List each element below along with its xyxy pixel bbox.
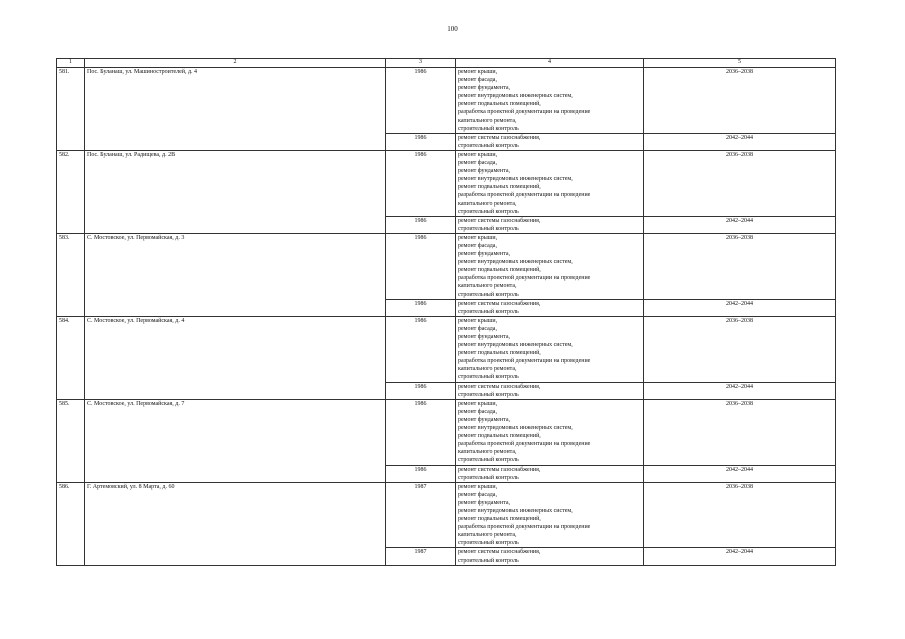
table-row — [57, 316, 836, 382]
works-cell — [456, 482, 644, 548]
period-cell: 2036–2038 — [644, 399, 836, 465]
work-item: ремонт подвальных помещений, — [458, 433, 541, 440]
works-cell — [456, 150, 644, 216]
work-item: строительный контроль — [458, 374, 519, 381]
period-cell: 2042–2044 — [644, 465, 836, 482]
table-row — [57, 482, 836, 548]
work-item: ремонт фундамента, — [458, 416, 510, 423]
header-col-4: 4 — [456, 59, 644, 68]
work-item: ремонт фасада, — [458, 242, 497, 249]
work-item: ремонт фундамента, — [458, 334, 510, 340]
table-row — [57, 150, 836, 216]
work-item: ремонт внутридомовых инженерных систем, — [458, 342, 573, 349]
table-row — [57, 233, 836, 299]
work-item: разработка проектной документации на проведение — [458, 275, 591, 282]
work-item: ремонт системы газоснабжения, — [458, 300, 541, 307]
year-cell: 1986 — [386, 316, 456, 382]
repair-schedule-table — [56, 58, 836, 566]
header-col-3: 3 — [386, 59, 456, 68]
work-item: ремонт системы газоснабжения, — [458, 134, 541, 141]
work-item: ремонт крыши, — [458, 151, 498, 158]
year-cell: 1986 — [386, 133, 456, 150]
work-item: ремонт крыши, — [458, 483, 498, 490]
work-item: ремонт системы газоснабжения, — [458, 466, 541, 473]
work-item: разработка проектной документации на проведение — [458, 441, 591, 448]
work-item: капитального ремонта, — [458, 200, 517, 207]
work-item: строительный контроль — [458, 142, 519, 149]
year-cell: 1987 — [386, 548, 456, 565]
work-item: ремонт системы газоснабжения, — [458, 383, 541, 390]
row-number: 581. — [57, 68, 85, 151]
work-item: строительный контроль — [458, 225, 519, 232]
works-cell — [456, 399, 644, 465]
works-cell — [456, 216, 644, 233]
row-number: 582. — [57, 150, 85, 233]
year-cell: 1986 — [386, 68, 456, 134]
work-item: ремонт системы газоснабжения, — [458, 549, 541, 556]
address-cell: С. Мостовское, ул. Первомайская, д. 7 — [85, 399, 386, 482]
period-cell: 2042–2044 — [644, 548, 836, 565]
work-item: строительный контроль — [458, 540, 519, 547]
work-item: ремонт подвальных помещений, — [458, 350, 541, 357]
period-cell: 2042–2044 — [644, 382, 836, 399]
period-cell: 2036–2038 — [644, 68, 836, 134]
row-number: 586. — [57, 482, 85, 565]
row-number: 585. — [57, 399, 85, 482]
work-item: ремонт внутридомовых инженерных систем, — [458, 176, 573, 183]
year-cell: 1986 — [386, 233, 456, 299]
work-item: строительный контроль — [458, 308, 519, 315]
work-item: капитального ремонта, — [458, 449, 517, 456]
works-cell — [456, 233, 644, 299]
work-item: разработка проектной документации на проведение — [458, 358, 591, 365]
works-cell — [456, 299, 644, 316]
work-item: ремонт крыши, — [458, 400, 498, 407]
work-item: ремонт фундамента, — [458, 168, 510, 175]
work-item: капитального ремонта, — [458, 532, 517, 539]
period-cell: 2042–2044 — [644, 216, 836, 233]
address-cell: С. Мостовское, ул. Первомайская, д. 4 — [85, 316, 386, 399]
year-cell: 1987 — [386, 482, 456, 548]
row-number: 584. — [57, 316, 85, 399]
work-item: ремонт фасада, — [458, 160, 497, 167]
work-item: ремонт внутридомовых инженерных систем, — [458, 425, 573, 432]
works-cell — [456, 133, 644, 150]
work-item: разработка проектной документации на проведение — [458, 192, 591, 199]
work-item: ремонт фасада, — [458, 408, 497, 415]
work-item: капитального ремонта, — [458, 366, 517, 373]
works-cell — [456, 465, 644, 482]
period-cell: 2036–2038 — [644, 316, 836, 382]
work-item: строительный контроль — [458, 125, 519, 132]
year-cell: 1986 — [386, 382, 456, 399]
work-item: ремонт подвальных помещений, — [458, 267, 541, 274]
period-cell: 2042–2044 — [644, 299, 836, 316]
work-item: ремонт внутридомовых инженерных систем, — [458, 93, 573, 100]
work-item: ремонт фасада, — [458, 77, 497, 84]
period-cell: 2036–2038 — [644, 150, 836, 216]
address-cell: Г. Артемовский, ул. 8 Марта, д. 60 — [85, 482, 386, 565]
year-cell: 1986 — [386, 465, 456, 482]
work-item: ремонт внутридомовых инженерных систем, — [458, 259, 573, 266]
work-item: ремонт фундамента, — [458, 251, 510, 258]
year-cell: 1986 — [386, 399, 456, 465]
address-cell: Пос. Буланаш, ул. Радищева, д. 2В — [85, 150, 386, 233]
work-item: ремонт крыши, — [458, 234, 498, 241]
work-item: ремонт системы газоснабжения, — [458, 217, 541, 224]
row-number: 583. — [57, 233, 85, 316]
address-cell: С. Мостовское, ул. Первомайская, д. 3 — [85, 233, 386, 316]
page-number: 100 — [447, 25, 458, 33]
year-cell: 1986 — [386, 216, 456, 233]
work-item: строительный контроль — [458, 208, 519, 215]
work-item: ремонт подвальных помещений, — [458, 184, 541, 191]
work-item: строительный контроль — [458, 291, 519, 298]
header-col-1: 1 — [57, 59, 85, 68]
table-row — [57, 68, 836, 134]
work-item: ремонт внутридомовых инженерных систем, — [458, 507, 573, 514]
work-item: строительный контроль — [458, 391, 519, 398]
work-item: ремонт подвальных помещений, — [458, 101, 541, 108]
works-cell — [456, 548, 644, 565]
table-body — [57, 68, 836, 566]
header-col-5: 5 — [644, 59, 836, 68]
table-header — [57, 59, 836, 68]
work-item: строительный контроль — [458, 457, 519, 464]
works-cell — [456, 68, 644, 134]
work-item: ремонт фундамента, — [458, 85, 510, 92]
work-item: разработка проектной документации на проведение — [458, 109, 591, 116]
work-item: ремонт крыши, — [458, 69, 498, 75]
work-item: капитального ремонта, — [458, 117, 517, 124]
work-item: строительный контроль — [458, 474, 519, 481]
work-item: ремонт фасада, — [458, 325, 497, 332]
year-cell: 1986 — [386, 299, 456, 316]
works-cell — [456, 382, 644, 399]
year-cell: 1986 — [386, 150, 456, 216]
table-row — [57, 399, 836, 465]
work-item: ремонт фундамента, — [458, 499, 510, 506]
work-item: разработка проектной документации на проведение — [458, 524, 591, 531]
header-row — [57, 59, 836, 68]
work-item: ремонт подвальных помещений, — [458, 516, 541, 523]
work-item: ремонт фасада, — [458, 491, 497, 498]
period-cell: 2036–2038 — [644, 482, 836, 548]
period-cell: 2036–2038 — [644, 233, 836, 299]
period-cell: 2042–2044 — [644, 133, 836, 150]
work-item: ремонт крыши, — [458, 317, 498, 324]
header-col-2: 2 — [85, 59, 386, 68]
address-cell: Пос. Буланаш, ул. Машиностроителей, д. 4 — [85, 68, 386, 151]
work-item: строительный контроль — [458, 557, 519, 564]
works-cell — [456, 316, 644, 382]
work-item: капитального ремонта, — [458, 283, 517, 290]
